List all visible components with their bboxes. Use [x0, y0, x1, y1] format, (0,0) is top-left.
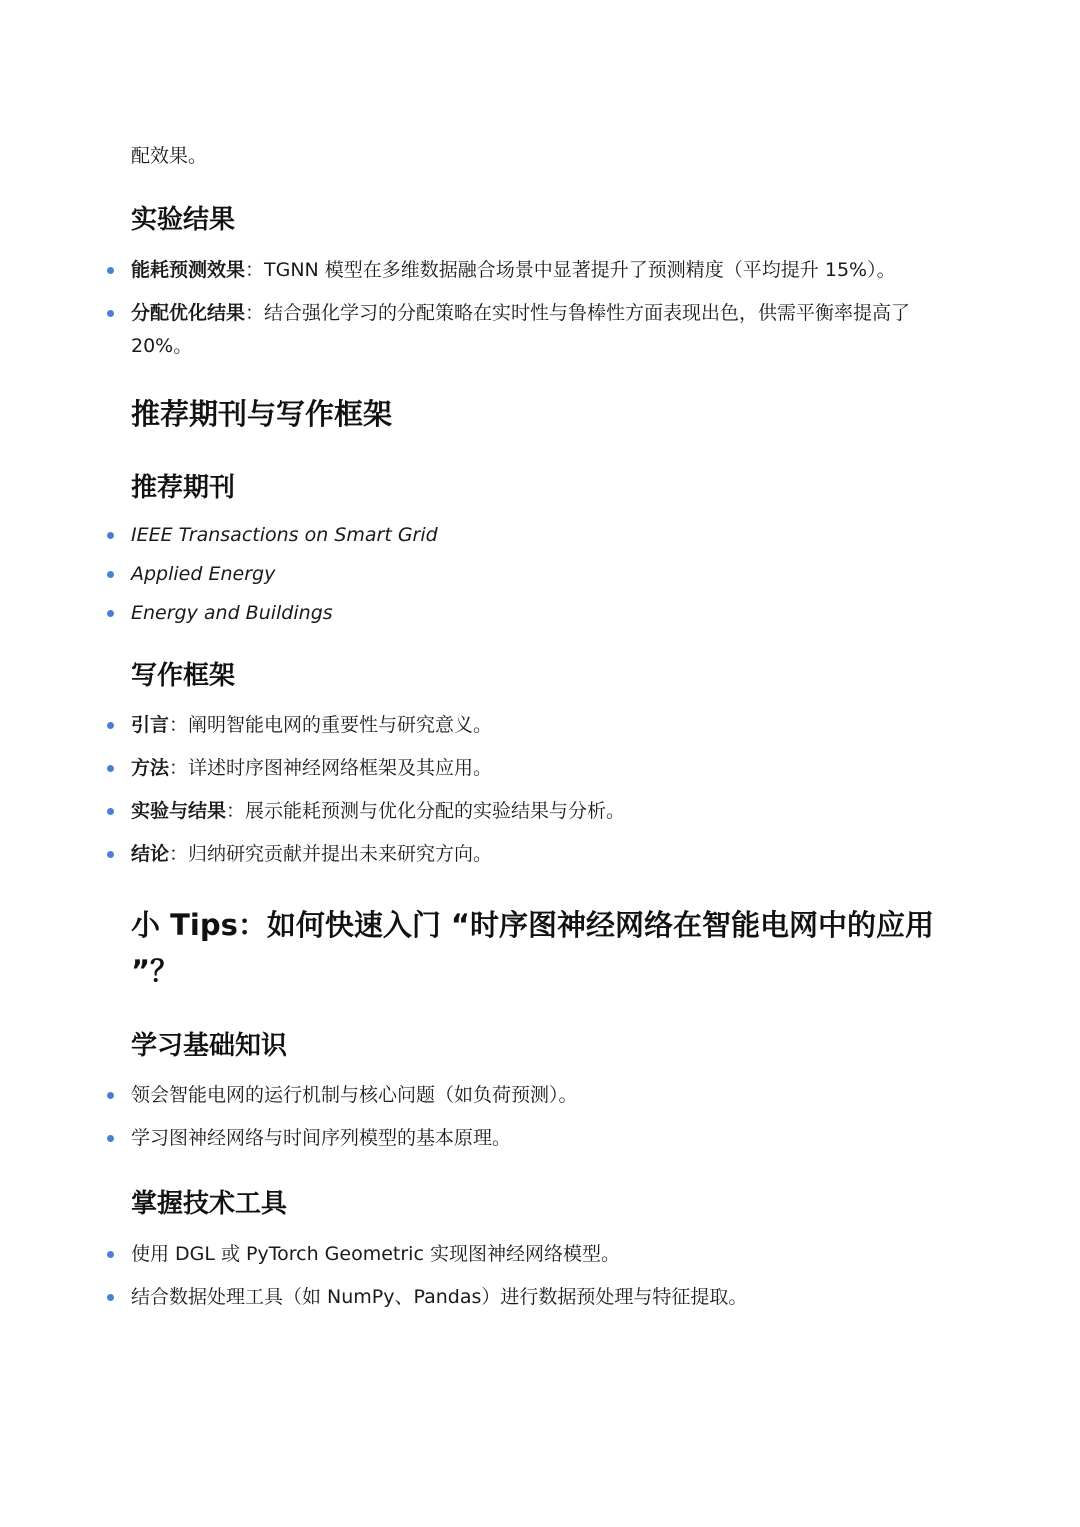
list-item-term: 方法 [131, 757, 170, 779]
heading-journals: 推荐期刊 [131, 473, 236, 503]
heading-tools: 掌握技术工具 [131, 1189, 288, 1219]
list-item: 学习图神经网络与时间序列模型的基本原理。 [131, 1122, 961, 1155]
list-item: 领会智能电网的运行机制与核心问题（如负荷预测）。 [131, 1079, 961, 1112]
list-item: IEEE Transactions on Smart Grid [131, 519, 961, 552]
list-item-text: ：详述时序图神经网络框架及其应用。 [169, 757, 493, 779]
heading-framework: 写作框架 [131, 661, 236, 691]
list-item-text: ：阐明智能电网的重要性与研究意义。 [169, 714, 493, 736]
list-item-term: 分配优化结果 [131, 302, 246, 324]
list-item: 结合数据处理工具（如 NumPy、Pandas）进行数据预处理与特征提取。 [131, 1281, 961, 1314]
framework-list [131, 709, 961, 881]
tools-list [131, 1238, 961, 1324]
list-item [131, 838, 961, 871]
list-item: 使用 DGL 或 PyTorch Geometric 实现图神经网络模型。 [131, 1238, 961, 1271]
journals-list [131, 519, 961, 636]
list-item: Applied Energy [131, 558, 961, 591]
heading-results: 实验结果 [131, 205, 236, 235]
list-item [131, 254, 961, 287]
heading-tips: 小 Tips：如何快速入门 “时序图神经网络在智能电网中的应用 ”？ [131, 908, 934, 988]
list-item-text: ：归纳研究贡献并提出未来研究方向。 [169, 843, 493, 865]
list-item-text: ：TGNN 模型在多维数据融合场景中显著提升了预测精度（平均提升 15%）。 [245, 259, 896, 281]
heading-journals-framework: 推荐期刊与写作框架 [131, 397, 393, 431]
results-list [131, 254, 961, 373]
list-item [131, 795, 961, 828]
list-item [131, 297, 961, 363]
list-item-term: 能耗预测效果 [131, 259, 246, 281]
list-item-text: ：结合强化学习的分配策略在实时性与鲁棒性方面表现出色，供需平衡率提高了 20%。 [131, 302, 911, 357]
list-item [131, 709, 961, 742]
list-item-term: 引言 [131, 714, 170, 736]
continuation-text: 配效果。 [131, 145, 208, 167]
basics-list [131, 1079, 961, 1165]
list-item-term: 结论 [131, 843, 170, 865]
list-item-text: ：展示能耗预测与优化分配的实验结果与分析。 [226, 800, 626, 822]
heading-basics: 学习基础知识 [131, 1031, 288, 1061]
list-item-term: 实验与结果 [131, 800, 227, 822]
list-item: Energy and Buildings [131, 597, 961, 630]
list-item [131, 752, 961, 785]
